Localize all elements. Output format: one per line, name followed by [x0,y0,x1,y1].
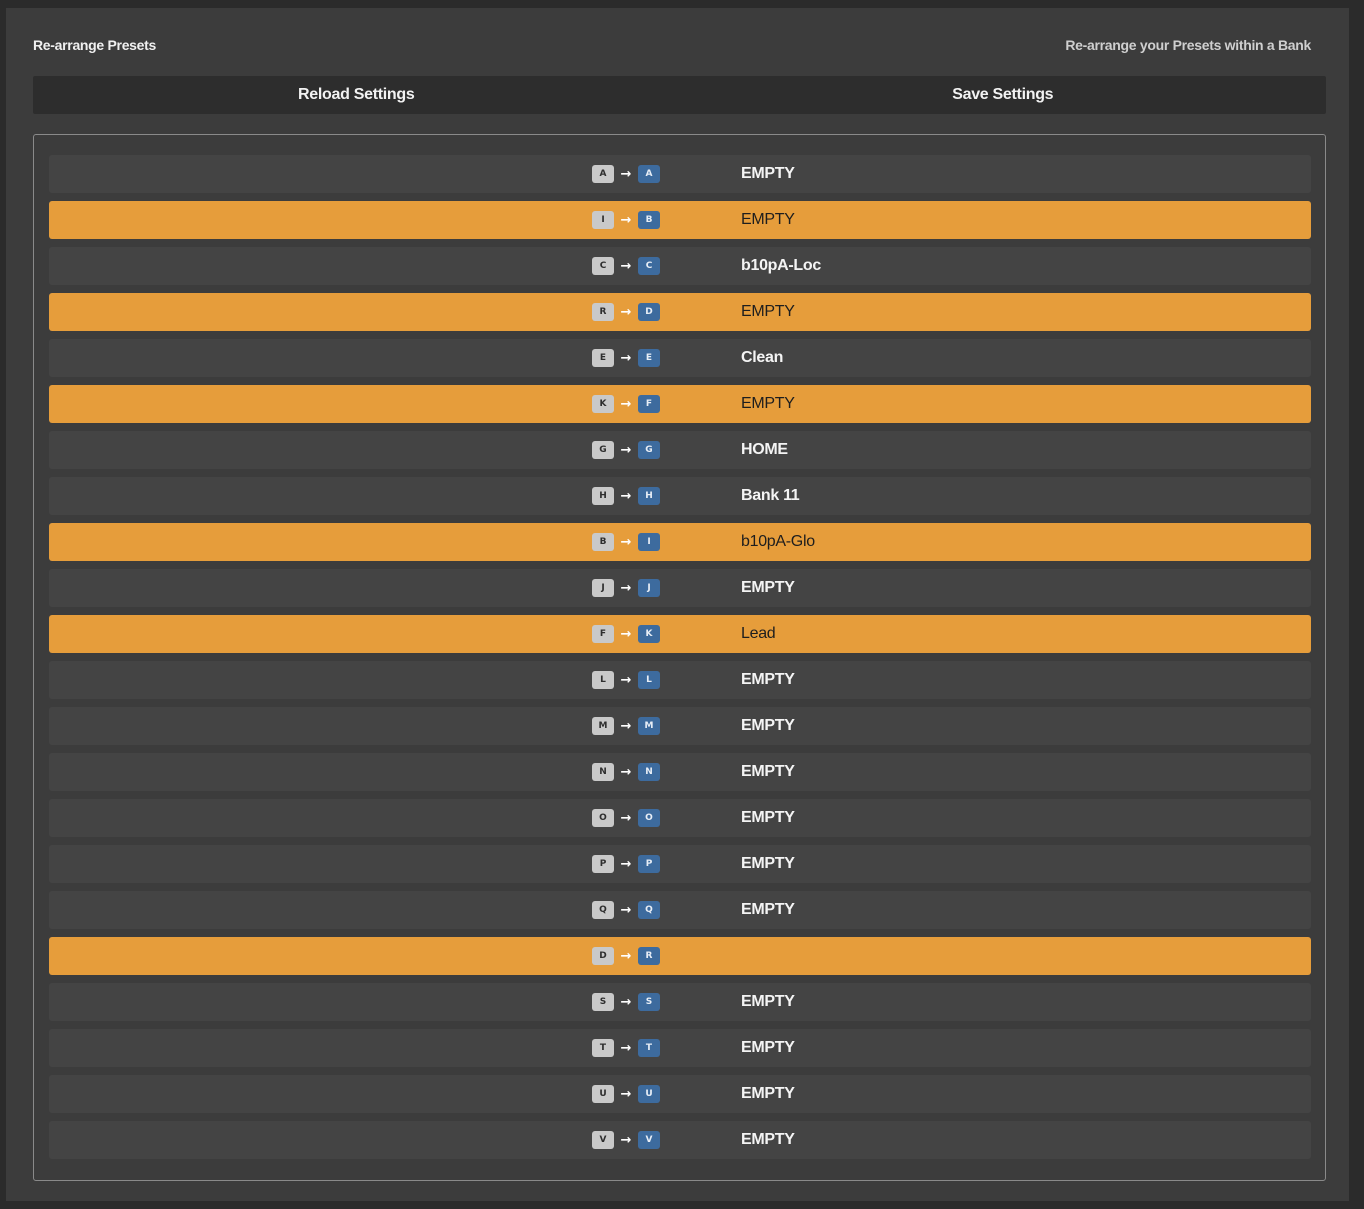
arrow-right-icon: → [620,994,632,1010]
arrow-right-icon: → [620,580,632,596]
arrow-right-icon: → [620,718,632,734]
arrow-right-icon: → [620,304,632,320]
arrow-right-icon: → [620,488,632,504]
preset-name: EMPTY [741,1085,795,1102]
preset-row[interactable] [49,891,1311,929]
preset-row[interactable] [49,937,1311,975]
rearrange-panel [6,8,1349,1201]
target-slot-badge: J [638,579,660,597]
target-slot-badge: Q [638,901,660,919]
source-slot-badge: N [592,763,614,781]
slot-mapping [592,799,660,837]
preset-row[interactable] [49,753,1311,791]
preset-name: EMPTY [741,809,795,826]
preset-name: EMPTY [741,1039,795,1056]
arrow-right-icon: → [620,626,632,642]
target-slot-badge: M [638,717,660,735]
slot-mapping [592,431,660,469]
target-slot-badge: C [638,257,660,275]
arrow-right-icon: → [620,350,632,366]
source-slot-badge: G [592,441,614,459]
preset-row[interactable] [49,983,1311,1021]
target-slot-badge: E [638,349,660,367]
arrow-right-icon: → [620,672,632,688]
arrow-right-icon: → [620,1132,632,1148]
target-slot-badge: A [638,165,660,183]
preset-name: Bank 11 [741,487,800,504]
arrow-right-icon: → [620,948,632,964]
toolbar [33,76,1326,114]
arrow-right-icon: → [620,212,632,228]
preset-row[interactable] [49,799,1311,837]
arrow-right-icon: → [620,856,632,872]
target-slot-badge: V [638,1131,660,1149]
target-slot-badge: D [638,303,660,321]
target-slot-badge: U [638,1085,660,1103]
preset-name: EMPTY [741,579,795,596]
preset-name: EMPTY [741,165,795,182]
source-slot-badge: J [592,579,614,597]
preset-name: EMPTY [741,395,795,412]
preset-list [33,134,1326,1181]
preset-row[interactable] [49,385,1311,423]
target-slot-badge: H [638,487,660,505]
arrow-right-icon: → [620,442,632,458]
preset-row[interactable] [49,293,1311,331]
source-slot-badge: V [592,1131,614,1149]
source-slot-badge: T [592,1039,614,1057]
preset-row[interactable] [49,247,1311,285]
slot-mapping [592,845,660,883]
slot-mapping [592,661,660,699]
preset-name: HOME [741,441,788,458]
slot-mapping [592,707,660,745]
slot-mapping [592,1029,660,1067]
slot-mapping [592,753,660,791]
preset-name: Clean [741,349,784,366]
preset-row[interactable] [49,707,1311,745]
preset-name: EMPTY [741,211,795,228]
source-slot-badge: K [592,395,614,413]
slot-mapping [592,293,660,331]
preset-name: Lead [741,625,776,642]
source-slot-badge: I [592,211,614,229]
target-slot-badge: P [638,855,660,873]
source-slot-badge: A [592,165,614,183]
target-slot-badge: F [638,395,660,413]
target-slot-badge: K [638,625,660,643]
preset-row[interactable] [49,155,1311,193]
slot-mapping [592,569,660,607]
page-subtitle: Re-arrange your Presets within a Bank [1065,37,1311,53]
arrow-right-icon: → [620,810,632,826]
source-slot-badge: H [592,487,614,505]
preset-row[interactable] [49,431,1311,469]
source-slot-badge: S [592,993,614,1011]
preset-row[interactable] [49,1121,1311,1159]
arrow-right-icon: → [620,764,632,780]
preset-row[interactable] [49,1029,1311,1067]
source-slot-badge: B [592,533,614,551]
target-slot-badge: N [638,763,660,781]
preset-name: EMPTY [741,901,795,918]
preset-name: EMPTY [741,1131,795,1148]
source-slot-badge: E [592,349,614,367]
preset-name: b10pA-Glo [741,533,815,550]
preset-row[interactable] [49,523,1311,561]
preset-row[interactable] [49,845,1311,883]
slot-mapping [592,937,660,975]
preset-name: EMPTY [741,993,795,1010]
target-slot-badge: T [638,1039,660,1057]
slot-mapping [592,1075,660,1113]
slot-mapping [592,201,660,239]
source-slot-badge: R [592,303,614,321]
source-slot-badge: D [592,947,614,965]
target-slot-badge: S [638,993,660,1011]
preset-row[interactable] [49,339,1311,377]
preset-name: b10pA-Loc [741,257,821,274]
page-title: Re-arrange Presets [33,37,156,53]
save-settings-button[interactable]: Save Settings [952,86,1054,103]
slot-mapping [592,983,660,1021]
preset-row[interactable] [49,201,1311,239]
arrow-right-icon: → [620,396,632,412]
slot-mapping [592,523,660,561]
slot-mapping [592,891,660,929]
preset-name: EMPTY [741,303,795,320]
source-slot-badge: P [592,855,614,873]
target-slot-badge: B [638,211,660,229]
target-slot-badge: O [638,809,660,827]
source-slot-badge: Q [592,901,614,919]
preset-row[interactable] [49,661,1311,699]
target-slot-badge: R [638,947,660,965]
slot-mapping [592,155,660,193]
preset-row[interactable] [49,477,1311,515]
arrow-right-icon: → [620,1086,632,1102]
slot-mapping [592,385,660,423]
preset-name: EMPTY [741,763,795,780]
panel-header [33,37,1311,55]
reload-settings-button[interactable]: Reload Settings [298,86,415,103]
source-slot-badge: F [592,625,614,643]
target-slot-badge: I [638,533,660,551]
preset-name: EMPTY [741,855,795,872]
source-slot-badge: L [592,671,614,689]
preset-row[interactable] [49,615,1311,653]
slot-mapping [592,339,660,377]
arrow-right-icon: → [620,534,632,550]
arrow-right-icon: → [620,902,632,918]
arrow-right-icon: → [620,166,632,182]
preset-name: EMPTY [741,671,795,688]
arrow-right-icon: → [620,1040,632,1056]
source-slot-badge: O [592,809,614,827]
target-slot-badge: L [638,671,660,689]
preset-row[interactable] [49,1075,1311,1113]
source-slot-badge: U [592,1085,614,1103]
slot-mapping [592,247,660,285]
preset-row[interactable] [49,569,1311,607]
slot-mapping [592,477,660,515]
preset-name: EMPTY [741,717,795,734]
source-slot-badge: M [592,717,614,735]
arrow-right-icon: → [620,258,632,274]
slot-mapping [592,1121,660,1159]
target-slot-badge: G [638,441,660,459]
slot-mapping [592,615,660,653]
source-slot-badge: C [592,257,614,275]
